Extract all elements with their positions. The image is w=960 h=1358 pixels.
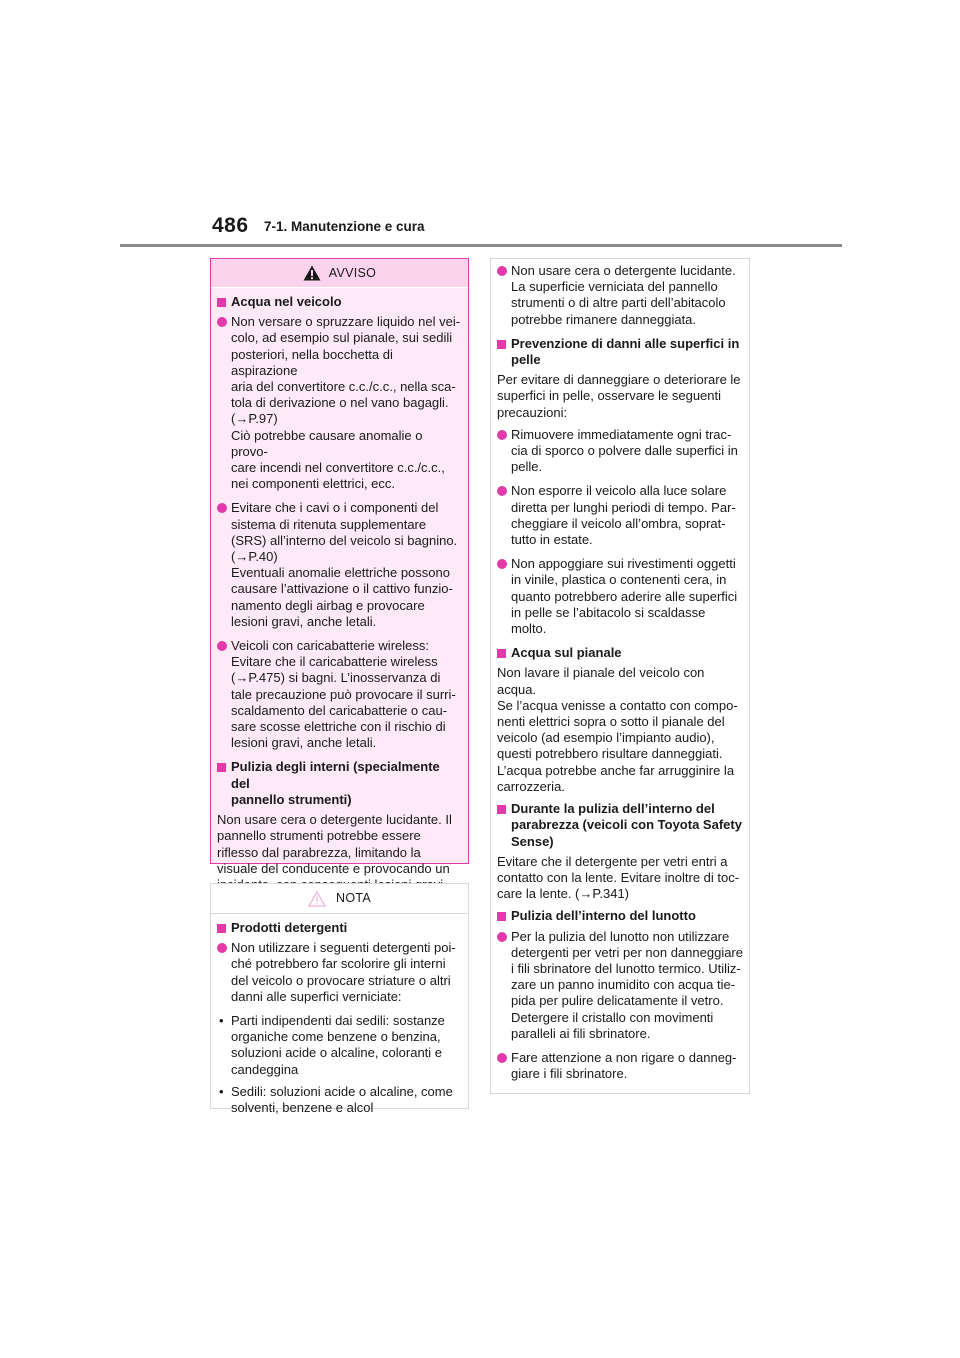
list-item: Non versare o spruzzare liquido nel vei- colo, ad esempio sul pianale, sui sedili posteriori, nella bocchetta di aspirazione aria del convertitore c.c./c.c., nella sca- tola di derivazione o nel vano bagagli. (→P.97) Ciò potrebbe causare anomalie o provo- care incendi nel convertitore c.c./c.c., nei componenti elettrici, ecc. — [217, 314, 462, 492]
square-bullet-icon — [497, 340, 506, 349]
round-bullet-icon — [217, 317, 227, 327]
section-text: Per evitare di danneggiare o deteriorare le superfici in pelle, osservare le seguenti precauzioni: — [497, 372, 741, 420]
square-bullet-icon — [497, 649, 506, 658]
section-heading: Acqua sul pianale — [497, 645, 743, 661]
section-title: 7-1. Manutenzione e cura — [264, 219, 425, 234]
round-bullet-icon — [217, 641, 227, 651]
list-item: Non esporre il veicolo alla luce solare diretta per lunghi periodi di tempo. Par- cheggiare il veicolo all’ombra, soprat- tutto in estate. — [497, 483, 743, 548]
warning-title: AVVISO — [328, 265, 377, 280]
note-box — [210, 883, 469, 1116]
round-bullet-icon — [217, 943, 227, 953]
section-text: Non usare cera o detergente lucidante. Il pannello strumenti potrebbe essere riflesso dal parabrezza, limitando la visuale del conducente e provocando un — [217, 812, 452, 876]
note-header — [211, 884, 468, 914]
round-bullet-icon — [497, 486, 507, 496]
square-bullet-icon — [217, 763, 226, 772]
round-bullet-icon — [497, 932, 507, 942]
list-item: Rimuovere immediatamente ogni trac- cia di sporco o polvere dalle superfici in pelle. — [497, 427, 743, 476]
note-title: NOTA — [336, 891, 371, 906]
section-heading: Pulizia dell’interno del lunotto — [497, 908, 743, 924]
section-heading: Prevenzione di danni alle superfici in pelle — [497, 336, 743, 368]
round-bullet-icon — [497, 559, 507, 569]
sub-list-item: • Parti indipendenti dai sedili: sostanze organiche come benzene o benzina, soluzioni acide o alcaline, coloranti e candeggina — [219, 1013, 445, 1077]
section-heading: Durante la pulizia dell’interno del parabrezza (veicoli con Toyota Safety Sense) — [497, 801, 743, 850]
section-heading: Pulizia degli interni (specialmente del pannello strumenti) — [217, 759, 462, 808]
round-bullet-icon — [497, 430, 507, 440]
section-heading: Acqua nel veicolo — [217, 294, 462, 310]
round-bullet-icon — [497, 266, 507, 276]
warning-triangle-icon — [303, 265, 321, 281]
continued-box — [490, 258, 750, 1094]
square-bullet-icon — [497, 805, 506, 814]
section-text: Non lavare il pianale del veicolo con acqua. Se l’acqua venisse a contatto con compo- nenti elettrici sopra o sotto il pianale del veicolo (ad esempio l’impianto audio), questi potrebbero risultare danneggiati. L’acqua potrebbe anche far arrugginire la carrozzeria. — [497, 665, 738, 794]
square-bullet-icon — [217, 924, 226, 933]
list-item: Non utilizzare i seguenti detergenti poi- ché potrebbero far scolorire gli interni del veicolo o provocare striature o altri danni alle superfici verniciate: — [217, 940, 462, 1005]
page-number: 486 — [212, 214, 249, 237]
list-item: Non usare cera o detergente lucidante. La superficie verniciata del pannello strumenti o di altre parti dell’abitacolo potrebbe rimanere danneggiata. — [497, 263, 743, 328]
list-item: Per la pulizia del lunotto non utilizzare detergenti per vetri per non danneggiare i fili sbrinatore del lunotto termico. Utiliz- zare un panno inumidito con acqua tie- pida per pulire delicatamente il vetro. Detergere il cristallo con movimenti paralleli ai fili sbrinatore. — [497, 929, 743, 1042]
list-item: Non appoggiare sui rivestimenti oggetti in vinile, plastica o contenenti cera, in quanto potrebbero aderire alle superfici in pelle se l’abitacolo si scaldasse molto. — [497, 556, 743, 637]
square-bullet-icon — [497, 912, 506, 921]
list-item: Evitare che i cavi o i componenti del sistema di ritenuta supplementare (SRS) all’interno del veicolo si bagnino. (→P.40) Eventuali anomalie elettriche possono causare l’attivazione o il cattivo funzio- namento degli airbag e provocare lesioni gravi, anche letali. — [217, 500, 462, 630]
section-heading: Prodotti detergenti — [217, 920, 462, 936]
round-bullet-icon — [217, 503, 227, 513]
list-item: Veicoli con caricabatterie wireless: Evitare che il caricabatterie wireless (→P.475) si bagni. L’inosservanza di tale precauzione può provocare il surri- scaldamento del caricabatterie o cau- sare scosse elettriche con il rischio di lesioni gravi, anche letali. — [217, 638, 462, 751]
warning-box — [210, 258, 469, 876]
warning-header — [211, 259, 468, 288]
square-bullet-icon — [217, 298, 226, 307]
caution-triangle-outline-icon — [308, 891, 326, 907]
round-bullet-icon — [497, 1053, 507, 1063]
sub-list-item: • Sedili: soluzioni acide o alcaline, come solventi, benzene e alcol — [219, 1083, 453, 1116]
section-text: Evitare che il detergente per vetri entri a contatto con la lente. Evitare inoltre di toc- care la lente. (→P.341) — [497, 853, 740, 902]
list-item: Fare attenzione a non rigare o danneg- giare i fili sbrinatore. — [497, 1050, 743, 1082]
header-rule — [120, 244, 842, 247]
